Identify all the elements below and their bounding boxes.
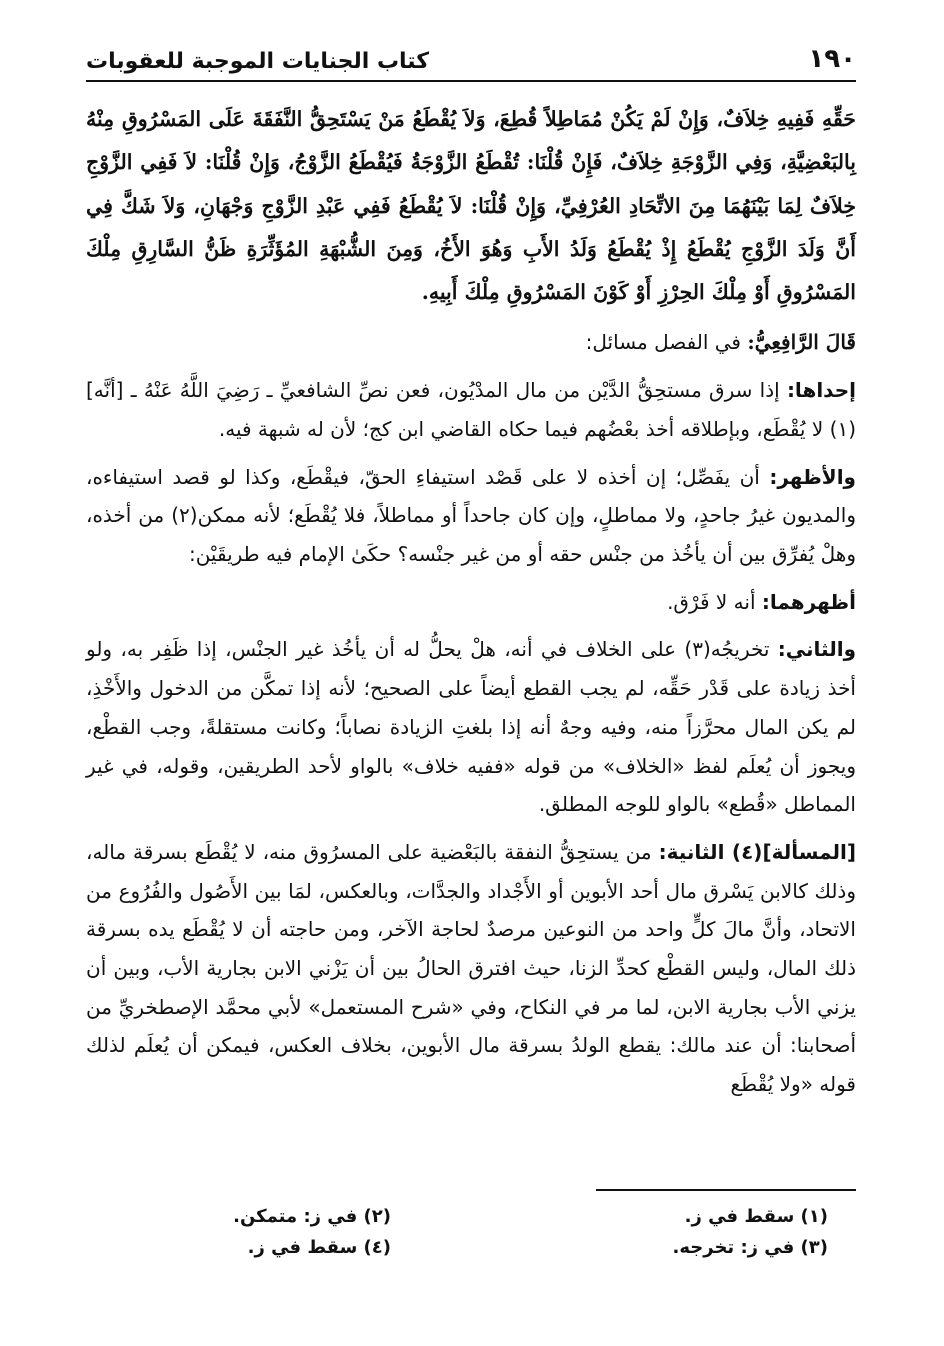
- running-title: كتاب الجنايات الموجبة للعقوبات: [86, 49, 430, 74]
- commentary-paragraph-4: [86, 630, 856, 824]
- commentary-paragraph-3: [86, 583, 856, 622]
- paragraph-5-label: [المسألة](٤) الثانية:: [658, 839, 856, 864]
- commentary-intro-label: قَالَ الرَّافِعِيُّ:: [747, 330, 856, 355]
- paragraph-5-text: من يستحِقُّ النفقة بالبَعْضية على المسرُوق منه، لا يُقْطَع بسرقة ماله، وذلك كالابن يَسْرق مال أحد الأبوين أو الأَجْداد والجدَّات، وبالعكس، لمَا بين الأَصُول والفُرُوع من الاتحاد، وأنَّ مالَ كلٍّ واحد من النوعين مرصدٌ لحاجة الآخر، ومن حاجته أن لا يُقْطَع يده بسرقة ذلك المال، وليس القطْع كحدِّ الزنا، حيث افترق الحالُ بين أن يَزْني الابن بجارية الأب، وبين أن يزني الأب بجارية الابن، لما مر في النكاح، وفي «شرح المستعمل» لأبي محمَّد الإصطخريِّ من أصحابنا: أن عند مالك: يقطع الولدُ بسرقة مال الأبوين، بخلاف العكس، فيمكن أن يُعلَم لذلك قوله «ولا يُقْطَع: [86, 839, 856, 1097]
- paragraph-2-label: والأظهر:: [769, 464, 856, 489]
- footnote-divider: [596, 1189, 856, 1191]
- book-page: [86, 26, 857, 1258]
- footnote-3: (٣) في ز: تخرجه.: [672, 1237, 828, 1258]
- matn-text: حَقِّهِ فَفِيهِ خِلاَفٌ، وَإِنْ لَمْ يَكُنْ مُمَاطِلاً قُطِعَ، وَلاَ يُقْطَعُ مَنْ يَسْتَحِقُّ النَّفَقَةَ عَلَى المَسْرُوقِ مِنْهُ بِالبَعْضِيَّةِ، وَفِي الزَّوْجَةِ خِلاَفٌ، فَإِنْ قُلْنَا: تُقْطَعُ الزَّوْجَةُ فَيُقْطَعُ الزَّوْجُ، وَإِنْ قُلْنَا: لاَ فَفِي الزَّوْجِ خِلاَفٌ لِمَا بَيْنَهُمَا مِنَ الاتِّحَادِ العُرْفِيِّ، وَإِنْ قُلْنَا: لاَ يُقْطَعُ فَفِي عَبْدِ الزَّوْجِ وَجْهَانِ، وَلاَ شَكَّ فِي أَنَّ وَلَدَ الزَّوْجِ يُقْطَعُ إِذْ يُقْطَعُ وَلَدُ الأَبِ وَهُوَ الأَخُ، وَمِنَ الشُّبْهَةِ المُؤَثِّرَةِ ظَنُّ السَّارِقِ مِلْكَ المَسْرُوقِ أَوْ مِلْكَ الحِرْزِ أَوْ كَوْنَ المَسْرُوقِ مِلْكَ أَبِيهِ.: [86, 107, 856, 305]
- commentary-paragraph-2: [86, 458, 856, 574]
- paragraph-4-text: تخريجُه(٣) على الخلاف في أنه، هلْ يحلُّ له أن يأخُذ غير الجنْس، إذا ظَفِر به، ولو أخذ زيادة على قَدْر حَقِّه، لم يجب القطع أيضاً على الصحيح؛ لأنه إذا تمكَّن من الدخول والأَخْذِ، لم يكن المال محرَّزاً منه، وفيه وجهٌ أنه إذا بلغتِ الزيادة نصاباً؛ وكانت مستقلةً، وجب القطْع، ويجوز أن يُعلَم لفظ «الخلاف» من قوله «ففيه خلاف» بالواو لأحد الطريقين، وقوله، في غير المماطل «قُطع» بالواو للوجه المطلق.: [86, 637, 856, 817]
- footnote-2: (٢) في ز: متمكن.: [233, 1206, 391, 1227]
- paragraph-3-label: أظهرهما:: [761, 589, 856, 614]
- page-number: ١٩٠: [808, 44, 856, 74]
- paragraph-1-text: إذا سرق مستحِقُّ الدَّيْن من مال المدْيُون، فعن نصِّ الشافعيِّ ـ رَضِيَ اللَّهُ عَنْهُ ـ [أنَّه](١) لا يُقْطَع، وبإطلاقه أخذ بعْضُهم فيما حكاه القاضي ابن كج؛ لأن له شبهة فيه.: [86, 378, 856, 441]
- paragraph-2-text: أن يفَصِّل؛ إن أخذه لا على قَصْد استيفاءِ الحقّ، فيقْطَع، وكذا لو قصد استيفاءه، والمديون غيرُ جاحدٍ، ولا مماطلٍ، وإن كان جاحداً أو مماطلاً، فلا يُقْطَع؛ لأنه ممكن(٢) من أخذه، وهلْ يُفرِّق بين أن يأخُذ من جنْس حقه أو من غير جنْسه؟ حكَىٰ الإمام فيه طريقَيْن:: [86, 464, 856, 566]
- paragraph-4-label: والثاني:: [777, 637, 857, 662]
- paragraph-3-text: أنه لا فَرْق.: [667, 589, 756, 614]
- page-header: [86, 26, 856, 82]
- footnote-1: (١) سقط في ز.: [684, 1206, 828, 1227]
- paragraph-1-label: إحداها:: [786, 378, 856, 403]
- commentary-intro-text: في الفصل مسائل:: [585, 330, 741, 355]
- footnotes: [86, 1206, 856, 1258]
- footnote-4: (٤) سقط في ز.: [247, 1237, 391, 1258]
- commentary-intro: [86, 323, 856, 362]
- commentary-paragraph-5: [86, 833, 856, 1104]
- commentary-paragraph-1: [86, 371, 856, 448]
